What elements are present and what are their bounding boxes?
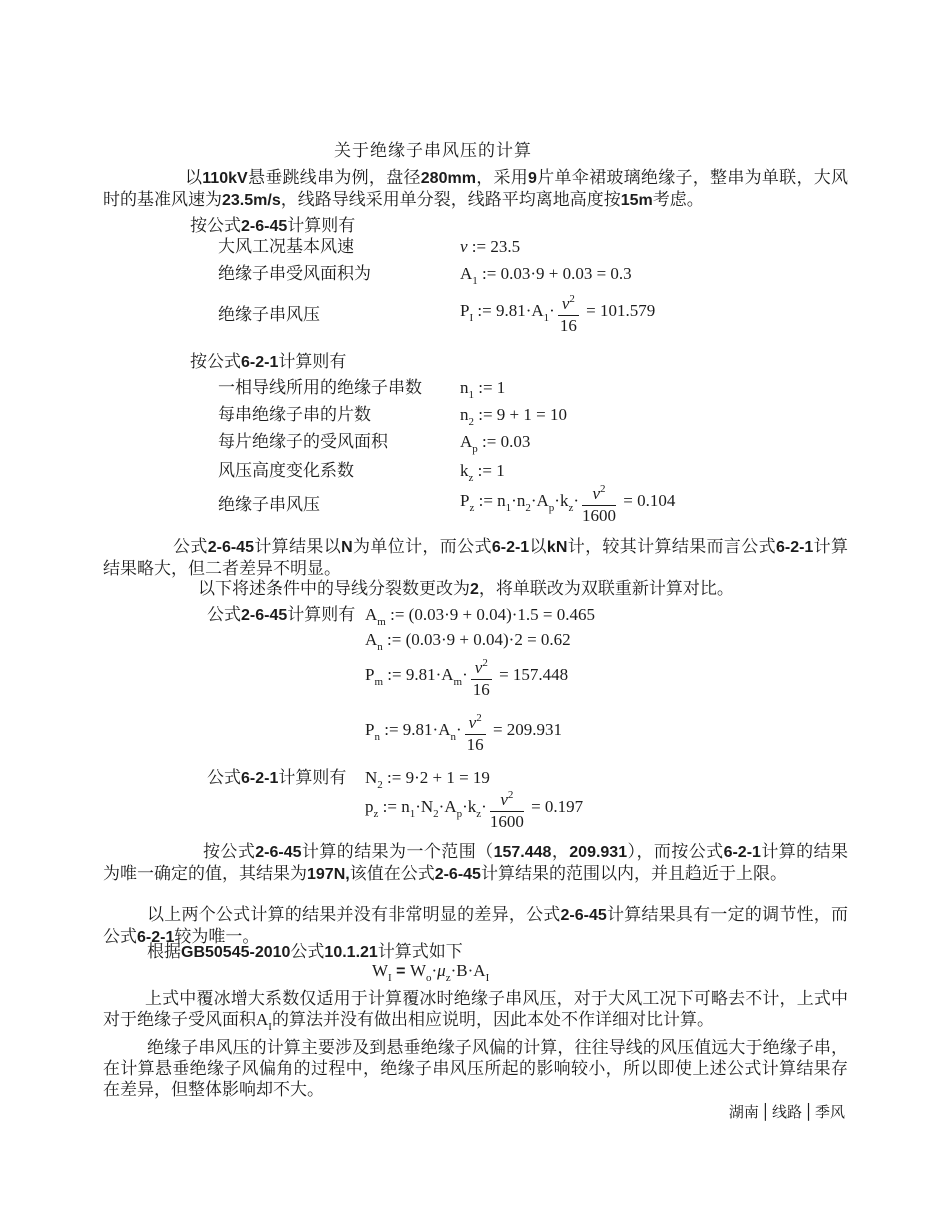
row-label: 风压高度变化系数: [218, 461, 354, 480]
row-area-per-piece: [218, 427, 530, 455]
row-strings-per-phase: [218, 373, 505, 401]
row-label: 一相导线所用的绝缘子串数: [218, 378, 422, 397]
fraction: $\frac{\nu^2}{1600}$: [582, 479, 616, 525]
equation-An: $A_n$ := (0.03·9 + 0.04)·2 = 0.62: [365, 630, 571, 653]
row-wind-speed: [218, 232, 520, 257]
equation-kz: $k_z$ := 1: [460, 461, 505, 484]
row-string-pressure-1: [218, 289, 655, 335]
paragraph-range-result: 按公式2-6-45计算的结果为一个范围（157.448，209.931），而按公式6-2-1计算的结果为唯一确定的值，其结果为197N,该值在公式2-6-45计算结果的范围以内，并且趋近于上限。: [103, 842, 849, 883]
row-pieces-per-string: [218, 400, 567, 428]
paragraph-conclusion: 绝缘子串风压的计算主要涉及到悬垂绝缘子风偏的计算，往往导线的风压值远大于绝缘子串，在计算悬垂绝缘子风偏角的过程中，绝缘子串风压所起的影响较小，所以即使上述公式计算结果存在差异，但整体影响却不大。: [103, 1038, 848, 1099]
equation-Pn: $P_n$ := $9.81\cdot A_n\cdot$ $\frac{\nu^2}{16}$ = 209.931: [365, 708, 562, 754]
fraction: $\frac{\nu^2}{16}$: [471, 653, 492, 699]
heading-formula-2-6-45: 按公式2-6-45计算则有: [190, 216, 356, 235]
equation-A1: $A_1$ := 0.03·9 + 0.03 = 0.3: [460, 264, 632, 287]
row-label: 绝缘子串风压: [218, 304, 320, 324]
row-string-pressure-2: [218, 479, 675, 525]
row-string-area: [218, 259, 632, 287]
paragraph-no-difference: 以上两个公式计算的结果并没有非常明显的差异，公式2-6-45计算结果具有一定的调节性，而公式6-2-1较为唯一。: [103, 905, 849, 946]
footer-watermark: 湖南 │ 线路 │ 季风: [728, 1103, 845, 1121]
row-label-formula-6-2-1: 公式6-2-1计算则有: [207, 768, 347, 787]
equation-WI: $W_I = W_o\cdot\mu_z\cdot B\cdot A_I$: [372, 961, 490, 984]
equation-Am: $A_m$ := (0.03·9 + 0.04)·1.5 = 0.465: [365, 605, 595, 628]
row-label: 绝缘子串风压: [218, 494, 320, 514]
paragraph-gb-formula: 根据GB50545-2010公式10.1.21计算式如下: [147, 942, 463, 961]
fraction: $\frac{\nu^2}{16}$: [558, 289, 579, 335]
row-Am: [207, 600, 595, 628]
row-label-formula-2-6-45: 公式2-6-45计算则有: [207, 605, 356, 624]
page-title: 关于绝缘子串风压的计算: [334, 141, 532, 160]
equation-N2: $N_2$ := 9·2 + 1 = 19: [365, 768, 490, 791]
row-label: 大风工况基本风速: [218, 237, 354, 256]
intro-paragraph: 以110kV悬垂跳线串为例，盘径280mm，采用9片单伞裙玻璃绝缘子，整串为单联，大风时的基准风速为23.5m/s，线路导线采用单分裂，线路平均离地高度按15m考虑。: [103, 168, 849, 209]
equation-Pz: $P_z$ := $n_1\cdot n_2\cdot A_p\cdot k_z\cdot$ $\frac{\nu^2}{1600}$ = 0.104: [460, 479, 675, 525]
paragraph-ice-factor: 上式中覆冰增大系数仅适用于计算覆冰时绝缘子串风压，对于大风工况下可略去不计，上式中对于绝缘子受风面积$A_I$的算法并没有做出相应说明，因此本处不作详细对比计算。: [103, 989, 848, 1033]
row-label: 每片绝缘子的受风面积: [218, 432, 388, 451]
equation-Pm: $P_m$ := $9.81\cdot A_m\cdot$ $\frac{\nu^2}{16}$ = 157.448: [365, 653, 568, 699]
paragraph-change-condition: 以下将述条件中的导线分裂数更改为2，将单联改为双联重新计算对比。: [198, 579, 734, 598]
paragraph-compare-units: 公式2-6-45计算结果以N为单位计，而公式6-2-1以kN计，较其计算结果而言公式6-2-1计算结果略大，但二者差异不明显。: [103, 537, 849, 578]
row-label: 每串绝缘子串的片数: [218, 405, 371, 424]
equation-PI: $P_I$ := $9.81\cdot A_1\cdot$ $\frac{\nu^2}{16}$ = 101.579: [460, 289, 655, 335]
equation-n1: $n_1$ := 1: [460, 378, 506, 401]
row-label: 绝缘子串受风面积为: [218, 264, 371, 283]
heading-formula-6-2-1: 按公式6-2-1计算则有: [190, 352, 347, 371]
fraction: $\frac{\nu^2}{1600}$: [490, 785, 524, 831]
equation-n2: $n_2$ := 9 + 1 = 10: [460, 405, 567, 428]
fraction: $\frac{\nu^2}{16}$: [465, 708, 486, 754]
equation-pz2: $p_z$ := $n_1\cdot N_2\cdot A_p\cdot k_z\cdot$ $\frac{\nu^2}{1600}$ = 0.197: [365, 785, 583, 831]
equation-nu: ν := 23.5: [460, 237, 521, 256]
equation-Ap: $A_p$ := 0.03: [460, 432, 531, 455]
